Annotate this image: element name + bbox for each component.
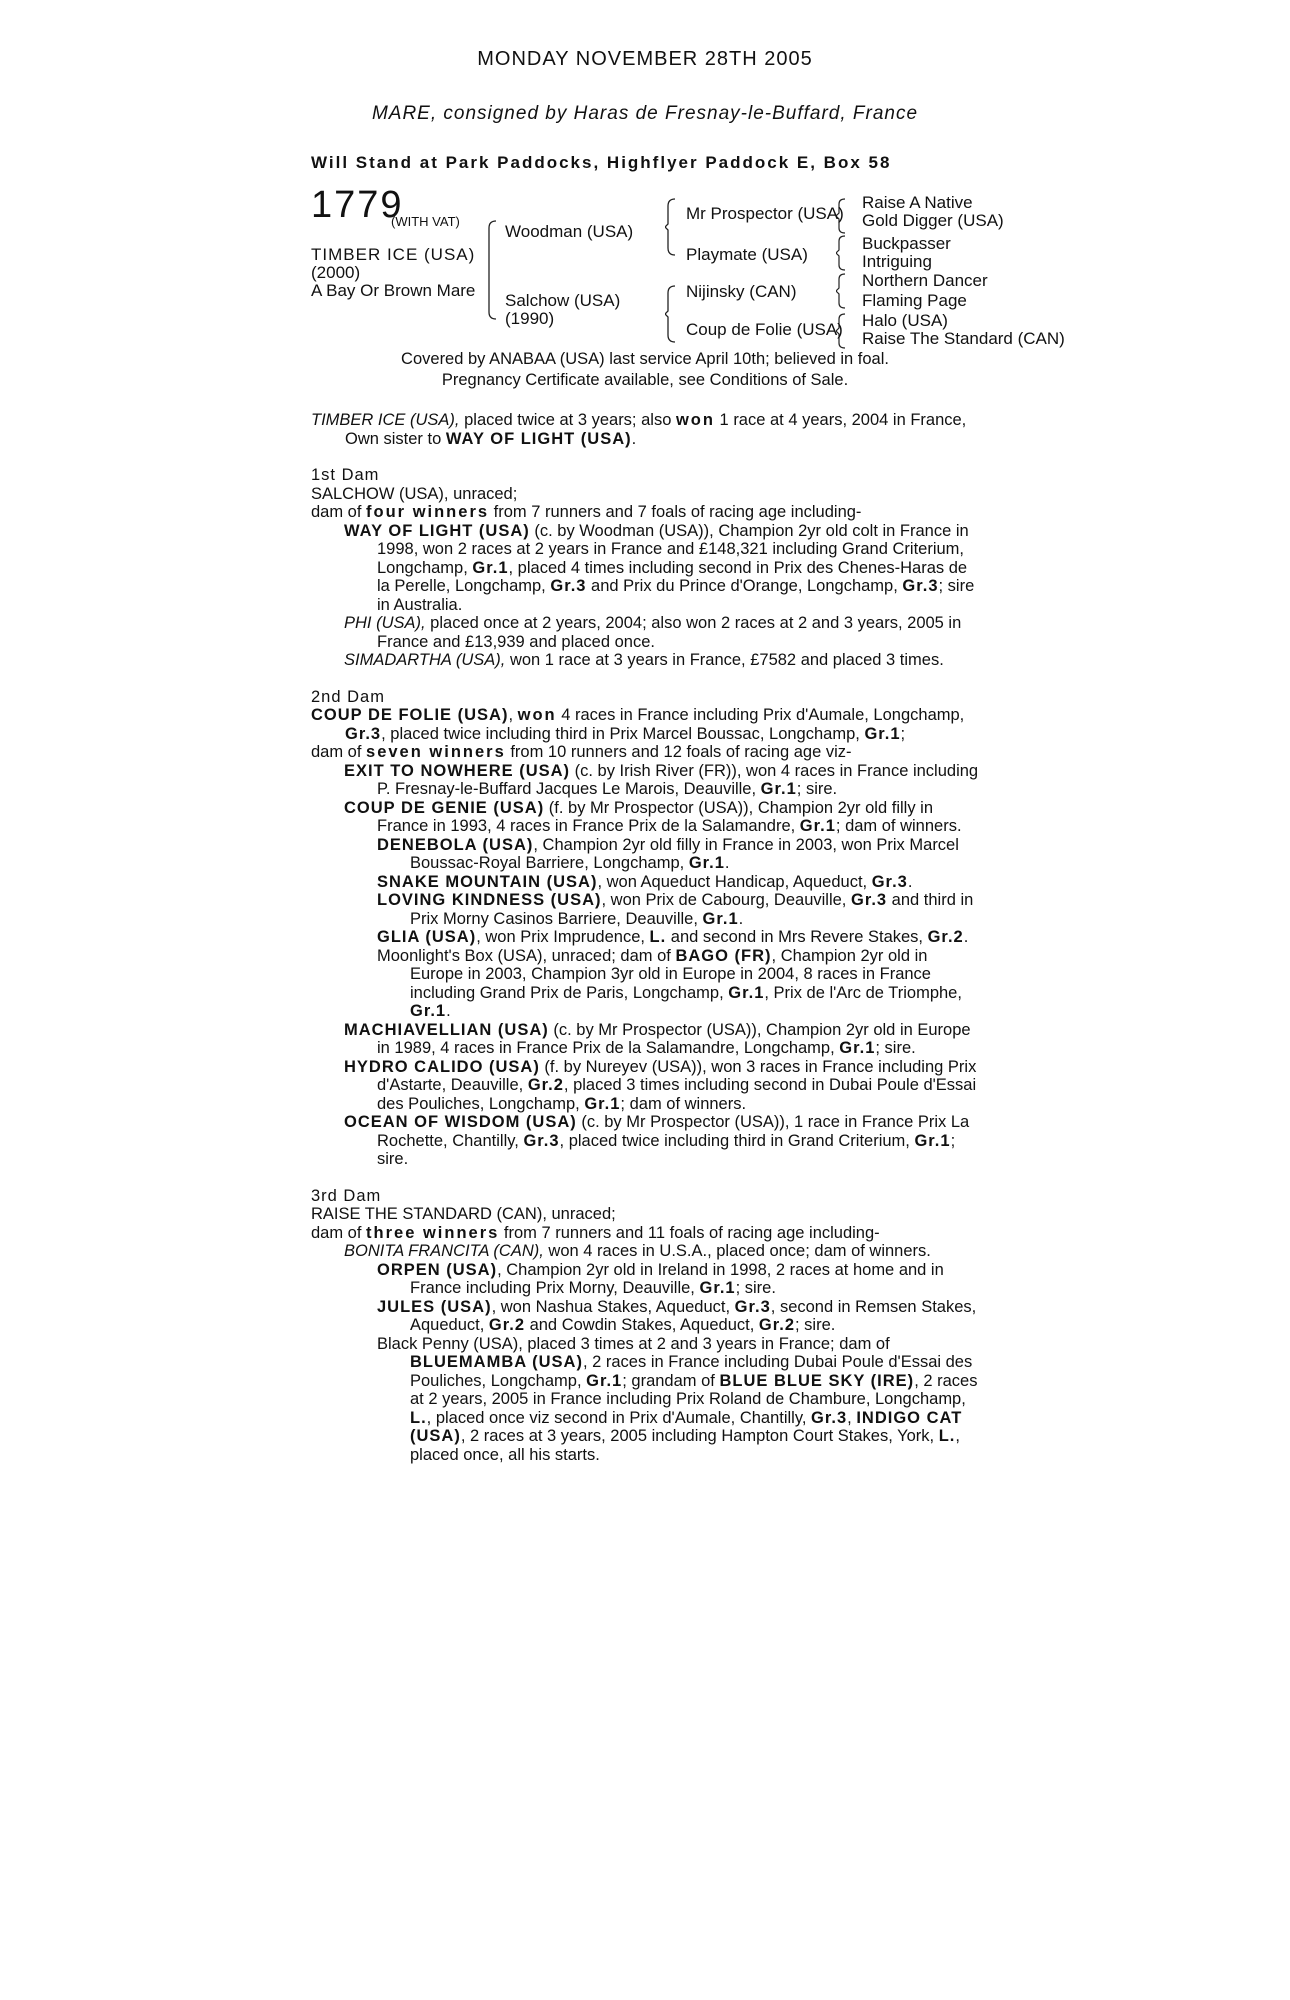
text: and Cowdin Stakes, Aqueduct, xyxy=(525,1316,759,1334)
text: Moonlight's Box (USA), unraced; dam of xyxy=(377,946,676,965)
winners-count: four winners xyxy=(366,503,490,521)
text: , won Nashua Stakes, Aqueduct, xyxy=(491,1297,735,1316)
gg-2: Gold Digger (USA) xyxy=(862,211,1004,230)
horse-name: MACHIAVELLIAN (USA) xyxy=(344,1020,549,1039)
horse-name: BAGO (FR) xyxy=(675,946,772,965)
second-dam-produce xyxy=(311,743,981,762)
first-dam-produce xyxy=(311,503,981,522)
gg-8: Raise The Standard (CAN) xyxy=(862,329,1065,348)
horse-name: PHI (USA), xyxy=(344,614,426,632)
grade: Gr.1 xyxy=(688,854,725,872)
grade: Gr.2 xyxy=(927,928,964,946)
text: , Champion 2yr old filly in France in 2003, won Prix Marcel Boussac-Royal Barriere, Longchamp, xyxy=(410,835,959,872)
grade: Gr.1 xyxy=(728,983,765,1002)
text: Black Penny (USA), placed 3 times at 2 and 3 years in France; dam of xyxy=(377,1334,890,1353)
grade: Gr.3 xyxy=(550,577,587,595)
grade: Gr.1 xyxy=(584,1094,621,1113)
text: , Champion 2yr old in Ireland in 1998, 2 races at home and in France including Prix Morny, Deauville, xyxy=(410,1260,944,1297)
produce-subentry xyxy=(311,928,981,947)
text: (c. by Irish River (FR)), won 4 races in France including P. Fresnay-le-Buffard Jacques Le Marois, Deauville, xyxy=(377,761,979,798)
text: , placed twice including third in Prix Marcel Boussac, Longchamp, xyxy=(381,724,865,743)
pedigree-bracket-sire xyxy=(665,198,677,256)
text: , Prix de l'Arc de Triomphe, xyxy=(764,983,962,1002)
produce-subentry xyxy=(311,1298,981,1335)
produce-subentry xyxy=(311,1261,981,1298)
third-dam-heading: 3rd Dam xyxy=(311,1186,382,1205)
text: (c. by Mr Prospector (USA)), Champion 2yr old in Europe in 1989, 4 races in France Prix de la Salamandre, Longchamp, xyxy=(377,1020,971,1057)
produce-entry xyxy=(311,762,981,799)
grade: Gr.1 xyxy=(699,1279,736,1297)
text: , placed once viz second in Prix d'Aumale, Chantilly, xyxy=(426,1408,812,1427)
horse-name: HYDRO CALIDO (USA) xyxy=(344,1057,540,1076)
horse-name: BLUE BLUE SKY (IRE) xyxy=(719,1371,915,1390)
covered-line: Covered by ANABAA (USA) last service April 10th; believed in foal. xyxy=(401,350,889,368)
text: , placed twice including third in Grand Criterium, xyxy=(559,1131,915,1150)
grade: Gr.1 xyxy=(760,780,797,798)
summary-text: placed twice at 3 years; also xyxy=(459,411,676,429)
horse-description: A Bay Or Brown Mare xyxy=(311,281,476,300)
gg-3: Buckpasser xyxy=(862,234,951,253)
produce-entry xyxy=(311,1021,981,1058)
sire-sire: Mr Prospector (USA) xyxy=(686,204,844,223)
produce-entry xyxy=(311,651,981,670)
text: placed once at 2 years, 2004; also won 2 races at 2 and 3 years, 2005 in France and £13,939 and placed once. xyxy=(377,614,962,651)
text: ; sire in Australia. xyxy=(377,577,975,614)
sale-date: MONDAY NOVEMBER 28TH 2005 xyxy=(477,48,813,70)
text: ; sire. xyxy=(735,1279,776,1297)
winners-count: three winners xyxy=(366,1223,500,1242)
text: 4 races in France including Prix d'Aumale, Longchamp, xyxy=(556,706,965,724)
produce-subentry xyxy=(311,947,981,1021)
winners-count: seven winners xyxy=(366,743,506,761)
pedigree-bracket-g3 xyxy=(836,273,846,309)
horse-name: EXIT TO NOWHERE (USA) xyxy=(344,761,571,780)
grade: Gr.2 xyxy=(488,1316,525,1334)
text: , won Prix de Cabourg, Deauville, xyxy=(601,891,851,909)
horse-name: TIMBER ICE (USA) xyxy=(311,245,476,264)
summary-won: won xyxy=(675,411,715,429)
text: . xyxy=(724,854,730,872)
text: ; sire. xyxy=(377,1131,956,1168)
grade: Gr.3 xyxy=(345,724,382,743)
grade: Gr.3 xyxy=(811,1408,848,1427)
sire-name: Woodman (USA) xyxy=(505,222,634,241)
produce-subentry xyxy=(311,891,981,928)
text: , 2 races in France including Dubai Poule d'Essai des Pouliches, Longchamp, xyxy=(410,1353,973,1390)
text: , xyxy=(847,1408,857,1427)
horse-name: SNAKE MOUNTAIN (USA) xyxy=(377,872,598,891)
horse-name: ORPEN (USA) xyxy=(377,1260,498,1279)
grade: Gr.2 xyxy=(527,1076,564,1094)
produce-entry xyxy=(311,1242,981,1261)
gg-5: Northern Dancer xyxy=(862,271,988,290)
vat-note: (WITH VAT) xyxy=(391,214,460,229)
grade: Gr.2 xyxy=(758,1316,796,1334)
grade: Gr.1 xyxy=(914,1131,951,1150)
text: . xyxy=(907,872,913,891)
second-dam-heading: 2nd Dam xyxy=(311,687,385,706)
text: , second in Remsen Stakes, Aqueduct, xyxy=(410,1297,977,1334)
grade: Gr.3 xyxy=(871,872,908,891)
text: dam of xyxy=(311,1223,367,1242)
horse-name: WAY OF LIGHT (USA) xyxy=(344,521,530,540)
grade: Gr.1 xyxy=(839,1039,876,1057)
text: , placed 4 times including second in Prix des Chenes-Haras de la Perelle, Longchamp, xyxy=(377,558,968,595)
horse-name: BONITA FRANCITA (CAN), xyxy=(344,1242,544,1260)
grade: L. xyxy=(938,1427,956,1445)
grade: Gr.3 xyxy=(902,577,939,595)
gg-7: Halo (USA) xyxy=(862,311,948,330)
grade: L. xyxy=(410,1408,427,1427)
second-dam-line: COUP DE FOLIE (USA), won 4 races in France including Prix d'Aumale, Longchamp, Gr.3, placed twice including third in Prix Marcel Boussac, Longchamp, Gr.1; xyxy=(311,706,965,743)
grade: L. xyxy=(649,928,667,946)
text: (c. by Mr Prospector (USA)), 1 race in France Prix La Rochette, Chantilly, xyxy=(377,1113,970,1150)
body-text xyxy=(311,411,981,1464)
grade: Gr.1 xyxy=(472,558,509,577)
text: . xyxy=(738,909,744,928)
horse-name: OCEAN OF WISDOM (USA) xyxy=(344,1113,577,1131)
stand-location: Will Stand at Park Paddocks, Highflyer Paddock E, Box 58 xyxy=(311,153,892,172)
grade: Gr.1 xyxy=(864,724,901,743)
pedigree-bracket-dam xyxy=(665,285,677,343)
gg-4: Intriguing xyxy=(862,252,932,271)
horse-name: JULES (USA) xyxy=(377,1297,492,1316)
grade: Gr.1 xyxy=(799,817,836,835)
dam-name: Salchow (USA) xyxy=(505,291,621,310)
text: ; xyxy=(900,724,906,743)
text: and Prix du Prince d'Orange, Longchamp, xyxy=(586,577,903,595)
grade: Gr.3 xyxy=(734,1297,771,1316)
horse-name: GLIA (USA) xyxy=(377,928,477,946)
pedigree-bracket-g2 xyxy=(836,235,846,271)
text: ; sire. xyxy=(795,1316,836,1334)
third-dam-line: RAISE THE STANDARD (CAN), unraced; xyxy=(311,1205,616,1223)
text: ; dam of winners. xyxy=(835,817,962,835)
foaling-year: (2000) xyxy=(311,263,361,282)
produce-entry xyxy=(311,1113,981,1169)
text: (f. by Nureyev (USA)), won 3 races in France including Prix d'Astarte, Deauville, xyxy=(377,1057,977,1094)
text: and second in Mrs Revere Stakes, xyxy=(666,928,928,946)
text: dam of xyxy=(311,503,367,521)
sire-dam: Playmate (USA) xyxy=(686,245,808,264)
horse-name: SIMADARTHA (USA), xyxy=(344,651,506,669)
text: ; sire. xyxy=(796,780,838,798)
produce-entry xyxy=(311,1058,981,1114)
produce-subentry xyxy=(311,873,981,892)
summary-paragraph xyxy=(311,411,981,448)
dam-sire: Nijinsky (CAN) xyxy=(686,282,797,301)
first-dam-heading: 1st Dam xyxy=(311,466,380,484)
text: dam of xyxy=(311,743,367,761)
summary-text: 1 race at 4 years, 2004 in France, Own sister to xyxy=(345,411,967,448)
horse-name: DENEBOLA (USA) xyxy=(377,835,534,854)
text: ; grandam of xyxy=(622,1371,720,1390)
text: and third in Prix Morny Casinos Barriere, Deauville, xyxy=(410,891,974,928)
text: ; sire. xyxy=(875,1039,916,1057)
third-dam-produce xyxy=(311,1224,981,1243)
summary-text: . xyxy=(631,429,637,448)
text: , won Aqueduct Handicap, Aqueduct, xyxy=(597,872,872,891)
text: (f. by Mr Prospector (USA)), Champion 2yr old filly in France in 1993, 4 races in France Prix de la Salamandre, xyxy=(377,798,933,835)
won-word: won xyxy=(517,706,557,724)
text: (c. by Woodman (USA)), Champion 2yr old colt in France in 1998, won 2 races at 2 years in France and £148,321 including Grand Criterium, Longchamp, xyxy=(377,521,969,577)
text: , placed 3 times including second in Dubai Poule d'Essai des Pouliches, Longchamp, xyxy=(377,1076,977,1113)
summary-sister: WAY OF LIGHT (USA) xyxy=(445,429,632,448)
gg-1: Raise A Native xyxy=(862,193,973,212)
text: from 10 runners and 12 foals of racing age viz- xyxy=(505,743,852,761)
text: , Champion 2yr old in Europe in 2003, Champion 3yr old in Europe in 2004, 8 races in France including Grand Prix de Paris, Longchamp, xyxy=(410,946,931,1002)
consignor-line: MARE, consigned by Haras de Fresnay-le-Buffard, France xyxy=(371,103,919,124)
grade: Gr.1 xyxy=(410,1002,447,1020)
summary-horse: TIMBER ICE (USA), xyxy=(311,411,460,429)
dam-year: (1990) xyxy=(505,309,555,328)
produce-entry xyxy=(311,614,981,651)
grade: Gr.3 xyxy=(850,891,888,909)
horse-name: COUP DE GENIE (USA) xyxy=(344,798,545,817)
produce-subentry xyxy=(311,1335,981,1465)
first-dam-line: SALCHOW (USA), unraced; xyxy=(311,484,518,503)
text: , won Prix Imprudence, xyxy=(476,928,650,946)
text: , 2 races at 3 years, 2005 including Hampton Court Stakes, York, xyxy=(460,1427,939,1445)
text: won 4 races in U.S.A., placed once; dam of winners. xyxy=(543,1242,931,1260)
grade: Gr.1 xyxy=(586,1371,623,1390)
text: , placed once, all his starts. xyxy=(410,1427,960,1464)
pedigree-bracket-main xyxy=(486,220,498,320)
produce-subentry xyxy=(311,836,981,873)
text: from 7 runners and 7 foals of racing age including- xyxy=(489,503,862,521)
text: from 7 runners and 11 foals of racing age including- xyxy=(499,1223,880,1242)
lot-number: 1779 xyxy=(311,184,404,226)
grade: Gr.1 xyxy=(702,909,739,928)
pregnancy-line: Pregnancy Certificate available, see Conditions of Sale. xyxy=(441,371,849,389)
horse-name: INDIGO CAT (USA) xyxy=(410,1408,963,1445)
horse-name: COUP DE FOLIE (USA) xyxy=(311,706,509,724)
dam-dam: Coup de Folie (USA) xyxy=(686,320,843,339)
text: , 2 races at 2 years, 2005 in France including Prix Roland de Chambure, Longchamp, xyxy=(410,1371,978,1408)
horse-name: BLUEMAMBA (USA) xyxy=(410,1353,583,1371)
text: ; dam of winners. xyxy=(620,1094,747,1113)
produce-entry xyxy=(311,522,981,615)
produce-entry xyxy=(311,799,981,836)
horse-name: LOVING KINDNESS (USA) xyxy=(377,891,602,909)
text: won 1 race at 3 years in France, £7582 and placed 3 times. xyxy=(505,651,944,669)
grade: Gr.3 xyxy=(523,1131,560,1150)
text: . xyxy=(446,1002,451,1020)
gg-6: Flaming Page xyxy=(862,291,967,310)
text: . xyxy=(963,928,969,946)
